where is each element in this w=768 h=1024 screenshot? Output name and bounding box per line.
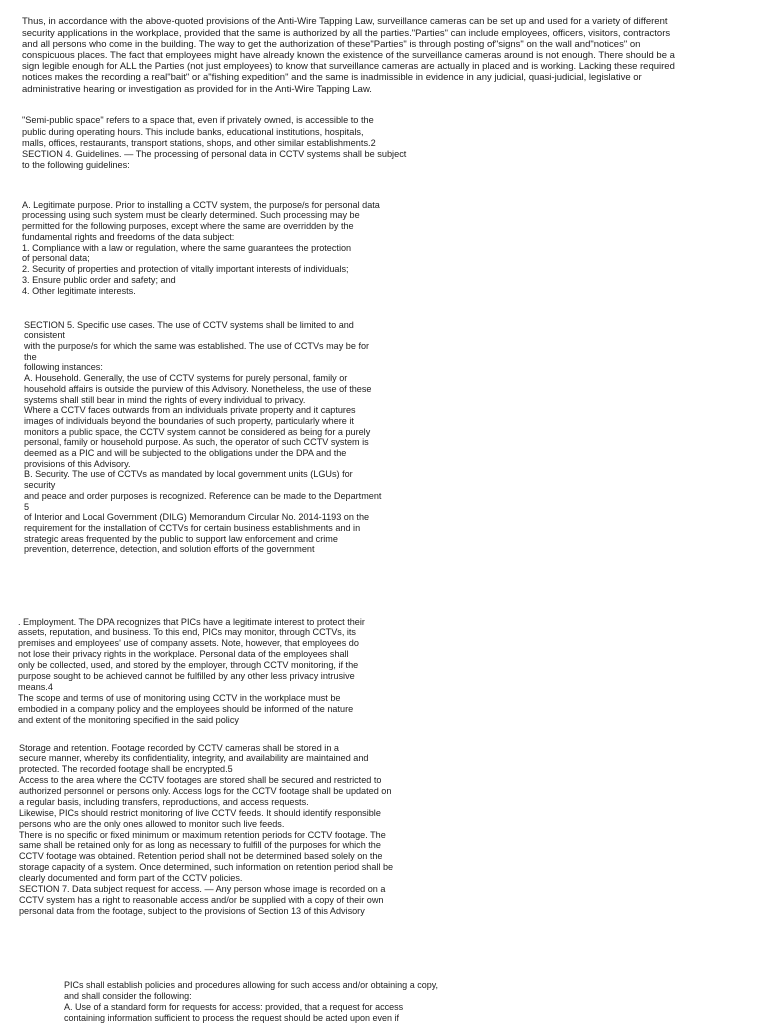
paragraph-storage-retention: Storage and retention. Footage recorded by CCTV cameras shall be stored in a secure manner, whereby its confidentiality, integrity, and availability are maintained and protected. The recorded footage shall be encrypted.5 Access to the area where the CCTV footages are stored shall be secured and restricted to authorized personnel or persons only. Access logs for the CCTV footage shall be updated on a regular basis, including transfers, reproductions, and access requests. Likewise, PICs should restrict monitoring of live CCTV feeds. It should identify responsible persons who are the only ones allowed to monitor such live feeds. There is no specific or fixed minimum or maximum retention periods for CCTV footage. The same shall be retained only for as long as necessary to fulfill of the purposes for which the CCTV footage was obtained. Retention period shall not be determined based solely on the storage capacity of a system. Once determined, such information on retention period shall be clearly documented and form part of the CCTV policies. SECTION 7. Data subject request for access. — Any person whose image is recorded on a CCTV system has a right to reasonable access and/or be supplied with a copy of their own personal data from the footage, subject to the provisions of Section 13 of this Advisory bbox=[19, 742, 394, 916]
paragraph-employment: . Employment. The DPA recognizes that PICs have a legitimate interest to protect their assets, reputation, and business. To this end, PICs may monitor, through CCTVs, its premises and employees' use of company assets. Note, however, that employees do not lose their privacy rights in the workplace. Personal data of the employees shall only be collected, used, and stored by the employer, through CCTV monitoring, if the purpose sought to be achieved cannot be fulfilled by any other less privacy intrusive means.4 The scope and terms of use of monitoring using CCTV in the workplace must be embodied in a company policy and the employees should be informed of the nature and extent of the monitoring specified in the said policy bbox=[18, 616, 365, 725]
paragraph-semi-public-space: "Semi-public space" refers to a space that, even if privately owned, is accessible to the public during operating hours. This include banks, educational institutions, hospitals, malls, offices, restaurants, transport stations, shops, and other similar establishments.2 SECTION 4. Guidelines. — The processing of personal data in CCTV systems shall be subject to the following guidelines: bbox=[22, 115, 407, 171]
paragraph-access-requests: PICs shall establish policies and procedures allowing for such access and/or obtaining a copy, and shall consider the following: A. Use of a standard form for requests for access: provided, that a request for access containing information sufficient to process the request should be acted upon even if bbox=[64, 979, 439, 1023]
paragraph-section-5-use-cases: SECTION 5. Specific use cases. The use of CCTV systems shall be limited to and consistent with the purpose/s for which the same was established. The use of CCTVs may be for the following instances: A. Household. Generally, the use of CCTV systems for purely personal, family or household affairs is outside the purview of this Advisory. Nonetheless, the use of these systems shall still bear in mind the rights of every individual to privacy. Where a CCTV faces outwards from an individuals private property and it captures images of individuals beyond the boundaries of such property, particularly where it monitors a public space, the CCTV system cannot be considered as being for a purely personal, family or household purpose. As such, the operator of such CCTV system is deemed as a PIC and will be subjected to the obligations under the DPA and the provisions of this Advisory. B. Security. The use of CCTVs as mandated by local government units (LGUs) for security and peace and order purposes is recognized. Reference can be made to the Department 5 of Interior and Local Government (DILG) Memorandum Circular No. 2014-1193 on the requirement for the installation of CCTVs for certain business establishments and in strategic areas frequented by the public to support law enforcement and crime prevention, deterrence, detection, and solution efforts of the government bbox=[24, 319, 382, 555]
paragraph-legitimate-purpose: A. Legitimate purpose. Prior to installing a CCTV system, the purpose/s for personal data processing using such system must be clearly determined. Such processing may be permitted for the following purposes, except where the same are overridden by the fundamental rights and freedoms of the data subject: 1. Compliance with a law or regulation, where the same guarantees the protection of personal data; 2. Security of properties and protection of vitally important interests of individuals; 3. Ensure public order and safety; and 4. Other legitimate interests. bbox=[22, 199, 380, 296]
paragraph-anti-wire-tapping: Thus, in accordance with the above-quoted provisions of the Anti-Wire Tapping Law, surveillance cameras can be set up and used for a variety of different security applications in the workplace, provided that the same is authorized by all the parties."Parties" can include employees, officers, visitors, contractors and all persons who come in the building. The way to get the authorization of these"Parties" is through posting of"signs" on the wall and"notices" on conspicuous places. The fact that employees might have already known the existence of the surveillance cameras around is not enough. There should be a sign legible enough for ALL the Parties (not just employees) to know that surveillance cameras are actually in placed and is working. Lacking these required notices makes the recording a real"bait" or a"fishing expedition" and the same is inadmissible in evidence in any judicial, quasi-judicial, legislative or administrative hearing or investigation as provided for in the Anti-Wire Tapping Law. bbox=[22, 16, 675, 95]
